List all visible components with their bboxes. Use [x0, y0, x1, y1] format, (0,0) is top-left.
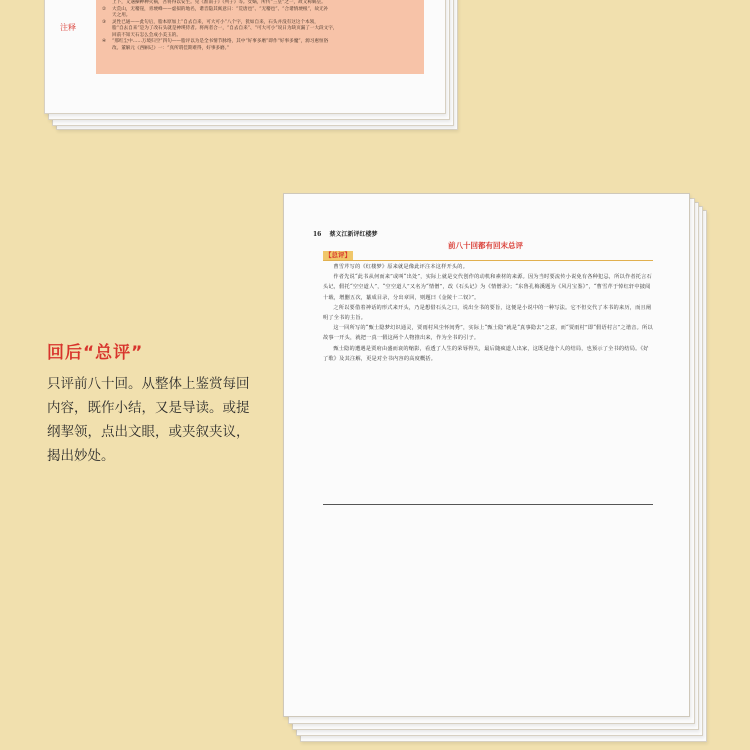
annotation-note: 回前不知天石怎么会成小美玉的。 — [112, 32, 181, 38]
body-paragraph: 甄士隐的遭遇是贾府由盛而衰的缩影，看透了人生的荣辱得失，最后随疯道人出家，这既是他个人的结局，也预示了全书的结局。《好了歌》及其注解，更是对全书内容的高度概括。 — [323, 345, 649, 362]
annotation-note: 脂“自去自来”是为了改石头就是神瑛侍者。将两者合一，“自去自来”、“可大可小”说日为缺页漏了一大段文字， — [112, 26, 338, 31]
running-head — [313, 229, 377, 238]
heading-bar — [323, 251, 653, 261]
annotation-label: 注释 — [60, 23, 76, 32]
callout-line: 揭出妙处。 — [47, 448, 115, 464]
running-title: 蔡义江新评红楼梦 — [329, 231, 378, 238]
body-paragraph: 曹雪芹写的《红楼梦》原来就是像此评注本这样开头的。 — [333, 264, 469, 270]
body-paragraph: 作者先说“此书从何而来”或叫“出处”，实际上就是交代创作的动机和素材的来源。因为当时要流传小说免有各种犯忌，所以作者托言石头记，假托“空空道人”，“空空道人”又名为“情僧”，改《石头记》为《情僧录》；“东鲁孔梅溪题为《风月宝鉴》”，“曹雪芹于悼红轩中披阅十载，增删五次，纂成目录，分出章回，则题曰《金陵十二钗》”。 — [323, 274, 652, 301]
page-body — [323, 262, 653, 364]
callout-description — [47, 372, 252, 468]
annotation-note: 天之用。 — [112, 13, 131, 18]
callout-title: 回后“总评” — [47, 343, 144, 363]
book-page — [283, 193, 688, 715]
annotation-excerpt — [60, 0, 435, 74]
callout-line: 纲挈领，点出文眼，或夹叙夹议， — [47, 424, 250, 440]
body-paragraph: 这一回所写的“甄士隐梦幻识通灵，贾雨村风尘怀闺秀”，实际上“甄士隐”就是“真事隐去”之意，而“贾雨村”即“假语村言”之谐音。所以故事一开头，就把一真一假这两个人物推出来，作为全书的引子。 — [323, 325, 653, 342]
annotation-note: ④ “那红尘中……万境归空”四句——脂评以为是全书情节脉络，其中“好事多磨”即作“好事多魔”，源习惠恒俗 — [102, 39, 329, 44]
top-page-stack — [0, 0, 470, 135]
annotation-note: ③ 灵性已通——此句后，脂本原加上“自去自来，可大可小”八个字，犹如自来，石头并没有这这个本领， — [102, 19, 319, 25]
callout-line: 只评前八十回。从整体上鉴赏每回 — [47, 376, 250, 392]
annotation-note: 上下，又遇操种种灭祸，吾将得以安生。见《淮南子》《列子》等。女娲，所传“三皇”之一，故又称娲皇。 — [112, 0, 326, 5]
page-number: 16 — [313, 231, 322, 238]
callout-line: 内容，既作小结，又是导读。或提 — [47, 400, 250, 416]
summary-tag: 【总评】 — [325, 251, 351, 259]
section-end-rule — [323, 504, 653, 505]
annotation-note: 改。董解元《西厢记》一：“真所谓佳期难得，好事多磨。” — [112, 45, 230, 51]
section-title: 前八十回都有回末总评 — [448, 241, 523, 250]
body-paragraph: 之所以要借着神话的形式来开头，乃是想借石头之口，说出全书的要旨，这便是小说中的一种写法。它不但交代了本书的来历，而且阐明了全书的主旨。 — [323, 304, 652, 322]
annotation-note: ② 大荒山，无稽崖，青埂峰——虚拟的地名，谐音隐其寓意日：“荒唐也”、“无稽也”、“合谐情埂根”，故无补 — [102, 6, 329, 12]
annotation-box — [96, 0, 424, 74]
